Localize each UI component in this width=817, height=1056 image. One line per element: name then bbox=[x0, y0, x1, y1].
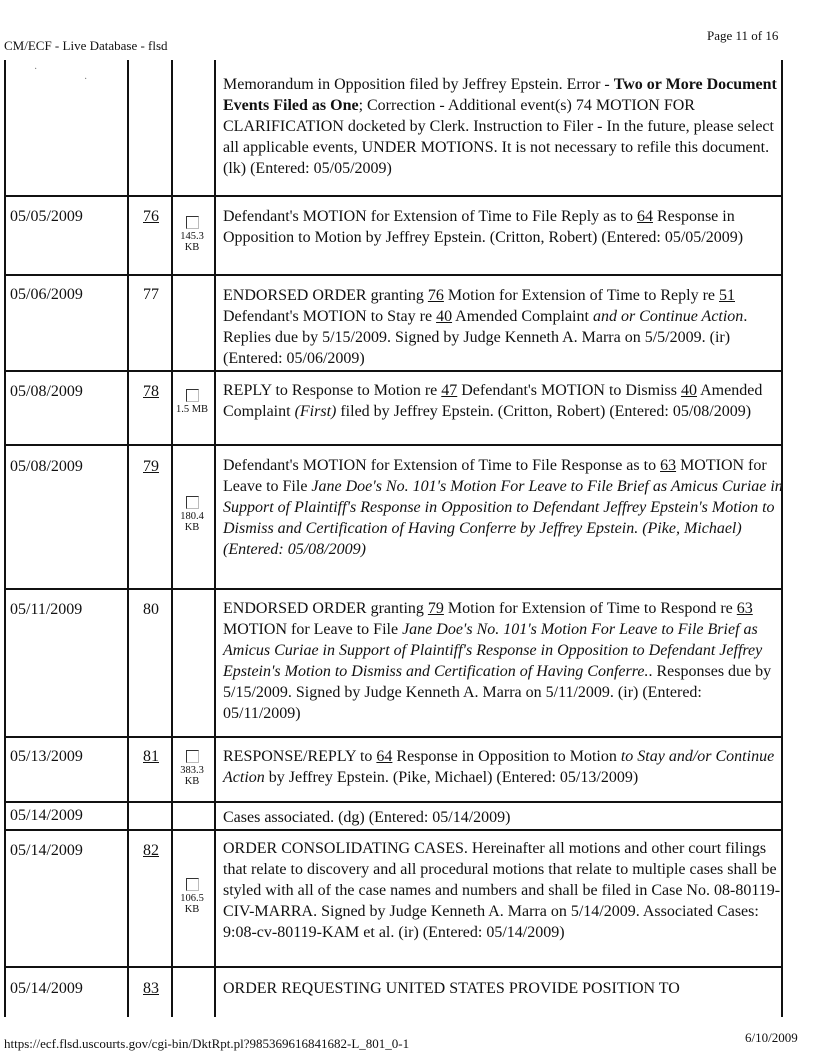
page-header-title: CM/ECF - Live Database - flsd bbox=[4, 38, 168, 53]
row-date: 05/13/2009 bbox=[10, 748, 83, 765]
row-date: 05/08/2009 bbox=[10, 383, 83, 400]
docket-ref-link[interactable]: 63 bbox=[660, 457, 677, 474]
docket-number-link[interactable]: 76 bbox=[143, 208, 159, 225]
row-date: 05/14/2009 bbox=[10, 807, 83, 824]
document-icon bbox=[186, 496, 199, 509]
row-date: 05/05/2009 bbox=[10, 208, 83, 225]
docket-ref-link[interactable]: 47 bbox=[441, 382, 458, 399]
docket-text: Memorandum in Opposition filed by Jeffrey Epstein. Error - Two or More Document Events Filed as One; Correction - Additional event(s) 74 MOTION FOR CLARIFICATION docketed by Clerk. Instruction to Filer - In the future, please select all applicable events, UNDER MOTIONS. It is not necessary to refile this document. (lk) (Entered: 05/05/2009) bbox=[223, 76, 777, 177]
document-size: 180.4 KB bbox=[180, 511, 204, 533]
page-footer-url: https://ecf.flsd.uscourts.gov/cgi-bin/DktRpt.pl?985369616841682-L_801_0-1 bbox=[4, 1036, 410, 1051]
docket-text: Defendant's MOTION for Extension of Time to File Reply as to 64 Response in Opposition to Motion by Jeffrey Epstein. (Critton, Robert) (Entered: 05/05/2009) bbox=[223, 208, 744, 246]
pdf-document-link[interactable] bbox=[172, 496, 212, 533]
pdf-document-link[interactable] bbox=[172, 878, 212, 915]
document-icon bbox=[186, 878, 199, 891]
document-icon bbox=[186, 750, 199, 763]
docket-ref-link[interactable]: 64 bbox=[376, 748, 393, 765]
scan-speck: · bbox=[34, 64, 38, 75]
document-size: 145.3 KB bbox=[180, 231, 204, 253]
pdf-document-link[interactable] bbox=[172, 750, 212, 787]
pdf-document-link[interactable] bbox=[172, 389, 212, 415]
docket-number-link[interactable]: 79 bbox=[143, 458, 159, 475]
row-date: 05/14/2009 bbox=[10, 842, 83, 859]
docket-ref-link[interactable]: 51 bbox=[719, 287, 735, 304]
document-size: 383.3 KB bbox=[180, 765, 204, 787]
docket-text: Cases associated. (dg) (Entered: 05/14/2009) bbox=[223, 809, 511, 826]
docket-number-link[interactable]: 83 bbox=[143, 980, 159, 997]
row-date: 05/14/2009 bbox=[10, 980, 83, 997]
docket-text: ORDER CONSOLIDATING CASES. Hereinafter all motions and other court filings that relate to discovery and all procedural motions that relate to multiple cases shall be styled with all of the case names and numbers and shall be filed in Case No. 08-80119-CIV-MARRA. Signed by Judge Kenneth A. Marra on 5/14/2009. Associated Cases: 9:08-cv-80119-KAM et al. (ir) (Entered: 05/14/2009) bbox=[223, 840, 781, 941]
docket-table bbox=[0, 60, 817, 1017]
docket-number-link[interactable]: 81 bbox=[143, 748, 159, 765]
pdf-document-link[interactable] bbox=[172, 216, 212, 253]
docket-number: 80 bbox=[143, 601, 159, 618]
docket-ref-link[interactable]: 40 bbox=[681, 382, 697, 399]
docket-ref-link[interactable]: 40 bbox=[436, 308, 453, 325]
docket-ref-link[interactable]: 76 bbox=[427, 287, 444, 304]
scan-speck: · bbox=[84, 74, 88, 85]
docket-ref-link[interactable]: 63 bbox=[736, 600, 753, 617]
page-number: Page 11 of 16 bbox=[707, 28, 779, 43]
docket-text: RESPONSE/REPLY to 64 Response in Opposition to Motion to Stay and/or Continue Action by Jeffrey Epstein. (Pike, Michael) (Entered: 05/13/2009) bbox=[223, 748, 775, 786]
row-date: 05/11/2009 bbox=[10, 601, 83, 618]
docket-text: REPLY to Response to Motion re 47 Defendant's MOTION to Dismiss 40 Amended Complaint (First) filed by Jeffrey Epstein. (Critton, Robert) (Entered: 05/08/2009) bbox=[223, 382, 763, 420]
docket-number: 77 bbox=[143, 286, 159, 303]
row-date: 05/06/2009 bbox=[10, 286, 83, 303]
docket-text: ENDORSED ORDER granting 79 Motion for Extension of Time to Respond re 63 MOTION for Leave to File Jane Doe's No. 101's Motion For Leave to File Brief as Amicus Curiae in Support of Plaintiff's Response in Opposition to Defendant Jeffrey Epstein's Motion to Dismiss and Certification of Having Conferre.. Responses due by 5/15/2009. Signed by Judge Kenneth A. Marra on 5/11/2009. (ir) (Entered: 05/11/2009) bbox=[223, 600, 772, 722]
docket-text: ORDER REQUESTING UNITED STATES PROVIDE POSITION TO bbox=[223, 980, 680, 997]
docket-text: Defendant's MOTION for Extension of Time to File Response as to 63 MOTION for Leave to File Jane Doe's No. 101's Motion For Leave to File Brief as Amicus Curiae in Support of Plaintiff's Response in Opposition to Defendant Jeffrey Epstein's Motion to Dismiss and Certification of Having Conferre by Jeffrey Epstein. (Pike, Michael) (Entered: 05/08/2009) bbox=[223, 457, 783, 558]
docket-number-link[interactable]: 82 bbox=[143, 842, 159, 859]
document-icon bbox=[186, 216, 199, 229]
docket-text: ENDORSED ORDER granting 76 Motion for Extension of Time to Reply re 51 Defendant's MOTION to Stay re 40 Amended Complaint and or Continue Action. Replies due by 5/15/2009. Signed by Judge Kenneth A. Marra on 5/5/2009. (ir) (Entered: 05/06/2009) bbox=[223, 287, 748, 367]
document-size: 106.5 KB bbox=[180, 893, 204, 915]
row-date: 05/08/2009 bbox=[10, 458, 83, 475]
page-footer-date: 6/10/2009 bbox=[745, 1030, 798, 1045]
docket-ref-link[interactable]: 79 bbox=[427, 600, 444, 617]
docket-number-link[interactable]: 78 bbox=[143, 383, 159, 400]
document-size: 1.5 MB bbox=[175, 404, 209, 415]
document-icon bbox=[186, 389, 199, 402]
docket-ref-link[interactable]: 64 bbox=[636, 208, 653, 225]
